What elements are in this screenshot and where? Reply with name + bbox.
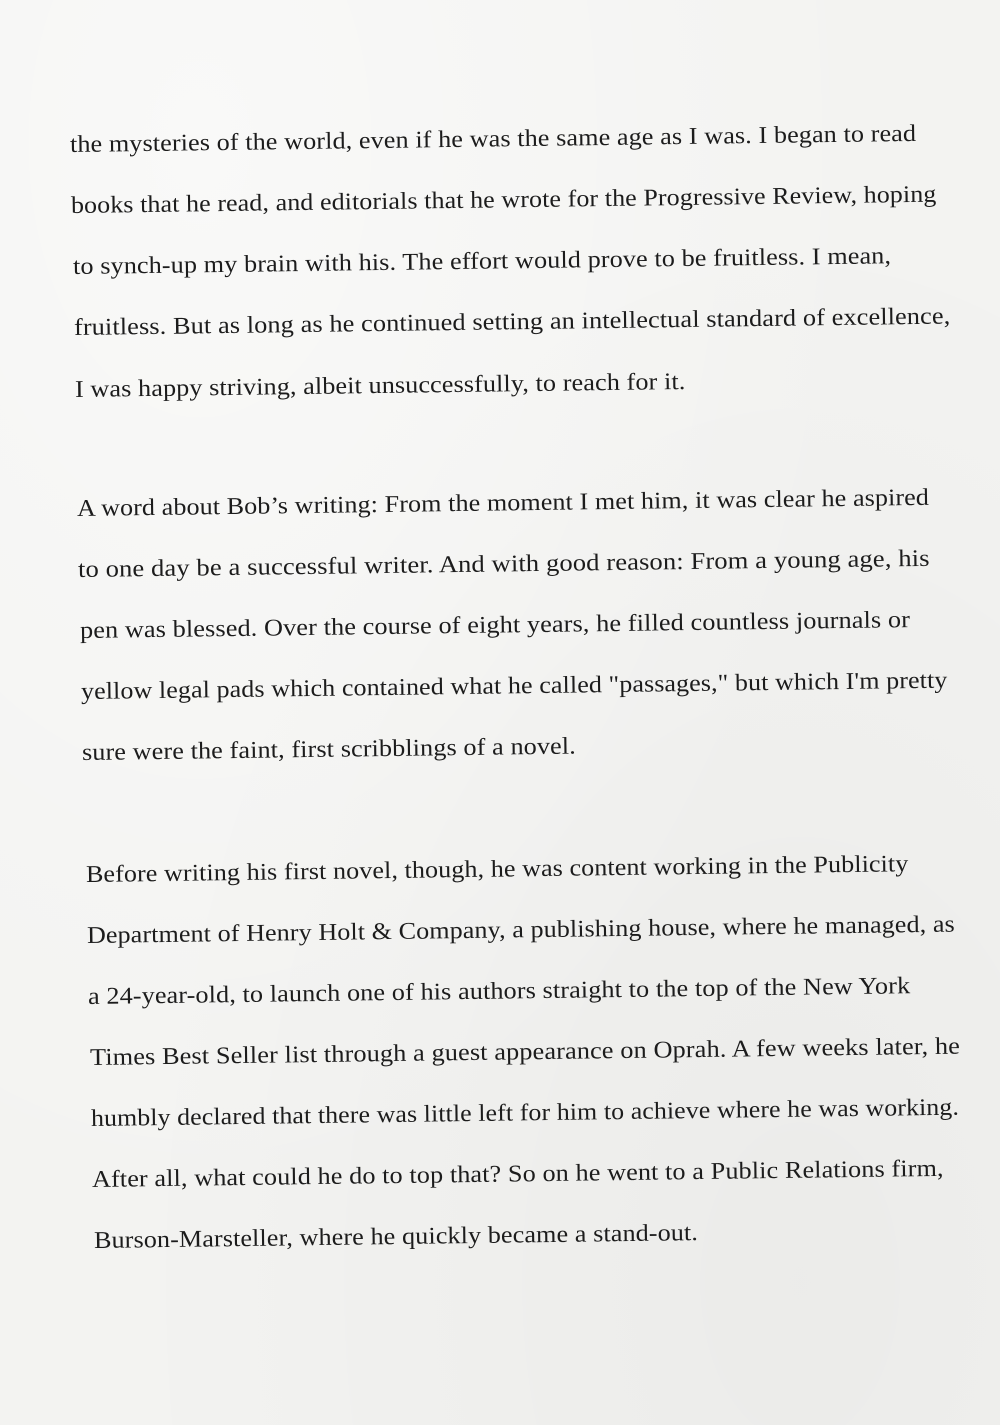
text-line: Times Best Seller list through a guest appearance on Oprah. A few weeks later, he <box>89 1033 961 1071</box>
text-line: Before writing his first novel, though, he was content working in the Publicity <box>85 851 909 888</box>
text-line: sure were the faint, first scribblings of a novel. <box>81 733 576 766</box>
text-line: books that he read, and editorials that he wrote for the Progressive Review, hoping <box>70 181 937 219</box>
text-line: pen was blessed. Over the course of eight years, he filled countless journals or <box>79 607 911 644</box>
text-line: I was happy striving, albeit unsuccessfully, to reach for it. <box>74 369 686 403</box>
text-line: to one day be a successful writer. And with good reason: From a young age, his <box>77 545 930 583</box>
text-line: After all, what could he do to top that? So on he went to a Public Relations firm, <box>91 1155 944 1193</box>
text-line: to synch-up my brain with his. The effort would prove to be fruitless. I mean, <box>72 243 892 280</box>
text-line: fruitless. But as long as he continued setting an intellectual standard of excellence, <box>73 303 951 341</box>
text-line: the mysteries of the world, even if he was the same age as I was. I began to read <box>69 120 917 158</box>
text-line: A word about Bob’s writing: From the moment I met him, it was clear he aspired <box>76 484 930 522</box>
text-line: a 24-year-old, to launch one of his authors straight to the top of the New York <box>87 973 911 1010</box>
text-line: yellow legal pads which contained what he called "passages," but which I'm pretty <box>80 667 948 705</box>
text-line: Burson-Marsteller, where he quickly became a stand-out. <box>93 1220 699 1254</box>
text-line: Department of Henry Holt & Company, a publishing house, where he managed, as <box>86 911 955 949</box>
text-line: humbly declared that there was little left for him to achieve where he was working. <box>90 1094 960 1132</box>
